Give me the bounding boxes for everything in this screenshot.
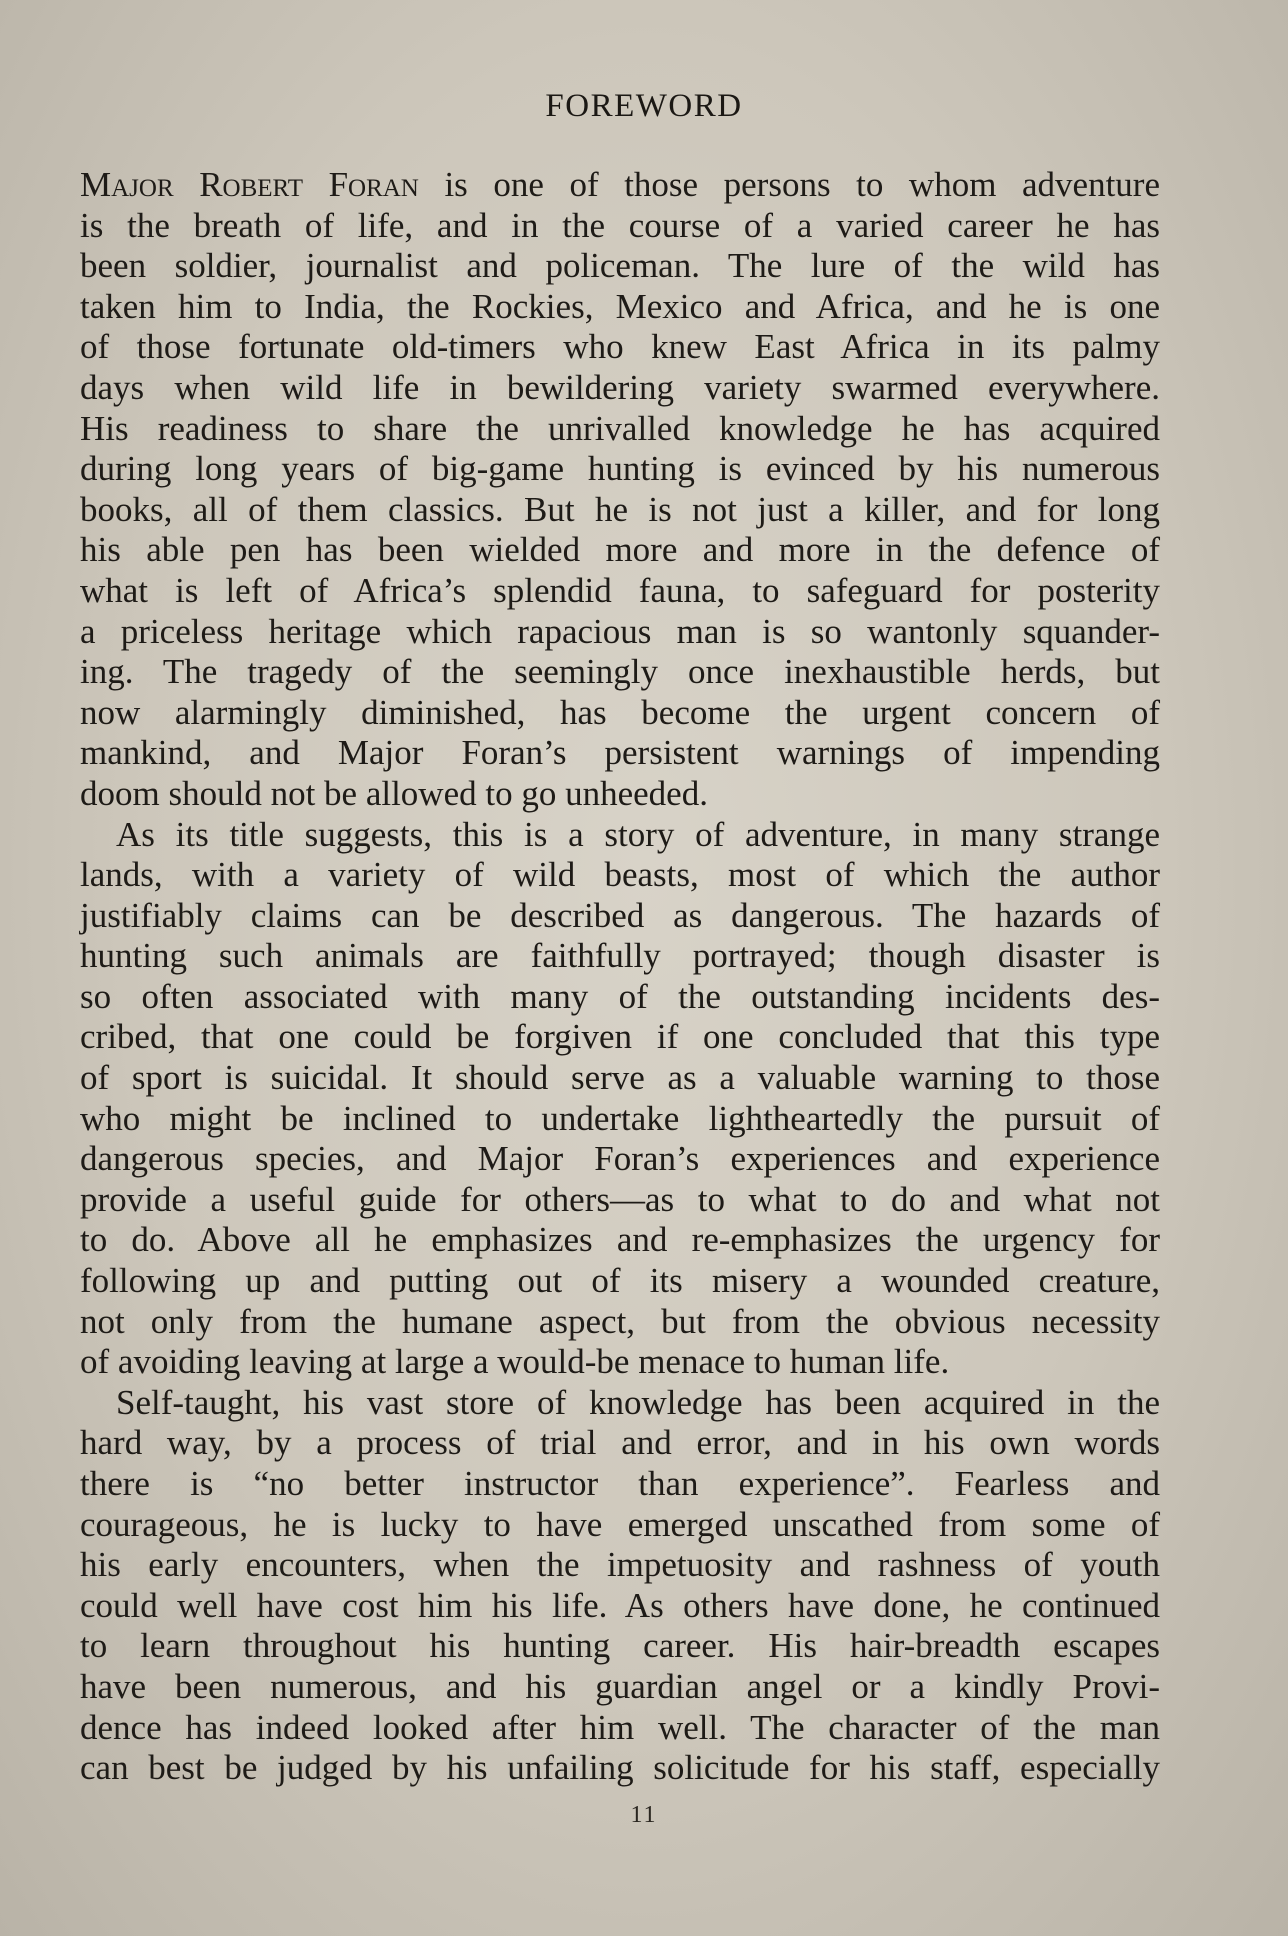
text-line: cribed, that one could be forgiven if one concluded that this type: [80, 1017, 1160, 1057]
text-line: provide a useful guide for others—as to what to do and what not: [80, 1179, 1160, 1219]
text-line: there is “no better instructor than experience”. Fearless and: [80, 1464, 1160, 1503]
text-line: days when wild life in bewildering variety swarmed everywhere.: [80, 367, 1160, 407]
text-line: during long years of big-game hunting is evinced by his numerous: [80, 449, 1160, 489]
text-line: courageous, he is lucky to have emerged unscathed from some of: [80, 1504, 1160, 1544]
text-line: following up and putting out of its misery a wounded creature,: [80, 1261, 1160, 1301]
text-line: of those fortunate old-timers who knew East Africa in its palmy: [80, 327, 1160, 367]
text-line: justifiably claims can be described as dangerous. The hazards of: [80, 895, 1160, 935]
text-line: have been numerous, and his guardian angel or a kindly Provi-: [80, 1666, 1160, 1706]
text-line: could well have cost him his life. As others have done, he continued: [80, 1585, 1160, 1625]
text-line: not only from the humane aspect, but from the obvious necessity: [80, 1301, 1160, 1341]
text-line: his able pen has been wielded more and more in the defence of: [80, 530, 1160, 570]
text-line: dence has indeed looked after him well. The character of the man: [80, 1707, 1160, 1747]
text-line: taken him to India, the Rockies, Mexico and Africa, and he is one: [80, 286, 1160, 326]
page-title: FOREWORD: [545, 88, 743, 124]
author-name-lead-in: Major Robert Foran: [80, 165, 419, 204]
page-number: 11: [630, 1802, 658, 1828]
text-line: who might be inclined to undertake lightheartedly the pursuit of: [80, 1098, 1160, 1138]
text-line: As its title suggests, this is a story of adventure, in many strange: [116, 814, 1160, 854]
text-line: to learn throughout his hunting career. His hair-breadth escapes: [80, 1626, 1160, 1666]
text-line: lands, with a variety of wild beasts, most of which the author: [80, 855, 1160, 895]
text-line: is the breath of life, and in the course of a varied career he has: [80, 205, 1160, 245]
body-text: [80, 165, 1160, 1789]
text-line: a priceless heritage which rapacious man is so wantonly squander-: [80, 611, 1160, 651]
text-line: mankind, and Major Foran’s persistent warnings of impending: [80, 733, 1160, 773]
text-line: been soldier, journalist and policeman. The lure of the wild has: [80, 246, 1160, 286]
text-line: books, all of them classics. But he is not just a killer, and for long: [80, 489, 1160, 529]
text-line-rest: is one of those persons to whom adventure: [418, 165, 1160, 204]
text-line: can best be judged by his unfailing solicitude for his staff, especially: [80, 1748, 1160, 1788]
text-line: ing. The tragedy of the seemingly once inexhaustible herds, but: [80, 652, 1160, 692]
text-line: [80, 165, 1160, 206]
text-line: hunting such animals are faithfully portrayed; though disaster is: [80, 936, 1160, 976]
text-line: of sport is suicidal. It should serve as a valuable warning to those: [80, 1058, 1160, 1098]
text-line: doom should not be allowed to go unheeded.: [80, 773, 708, 813]
text-line: Self-taught, his vast store of knowledge has been acquired in the: [116, 1382, 1160, 1422]
text-line: what is left of Africa’s splendid fauna, to safeguard for posterity: [80, 570, 1160, 610]
text-line: His readiness to share the unrivalled knowledge he has acquired: [80, 408, 1160, 448]
text-line: now alarmingly diminished, has become the urgent concern of: [80, 692, 1160, 732]
text-line: of avoiding leaving at large a would-be menace to human life.: [80, 1342, 950, 1382]
text-line: so often associated with many of the outstanding incidents des-: [80, 976, 1160, 1016]
text-line: his early encounters, when the impetuosity and rashness of youth: [80, 1545, 1160, 1585]
text-line: hard way, by a process of trial and error, and in his own words: [80, 1423, 1160, 1463]
text-line: dangerous species, and Major Foran’s experiences and experience: [80, 1139, 1160, 1179]
text-line: to do. Above all he emphasizes and re-emphasizes the urgency for: [80, 1220, 1160, 1260]
